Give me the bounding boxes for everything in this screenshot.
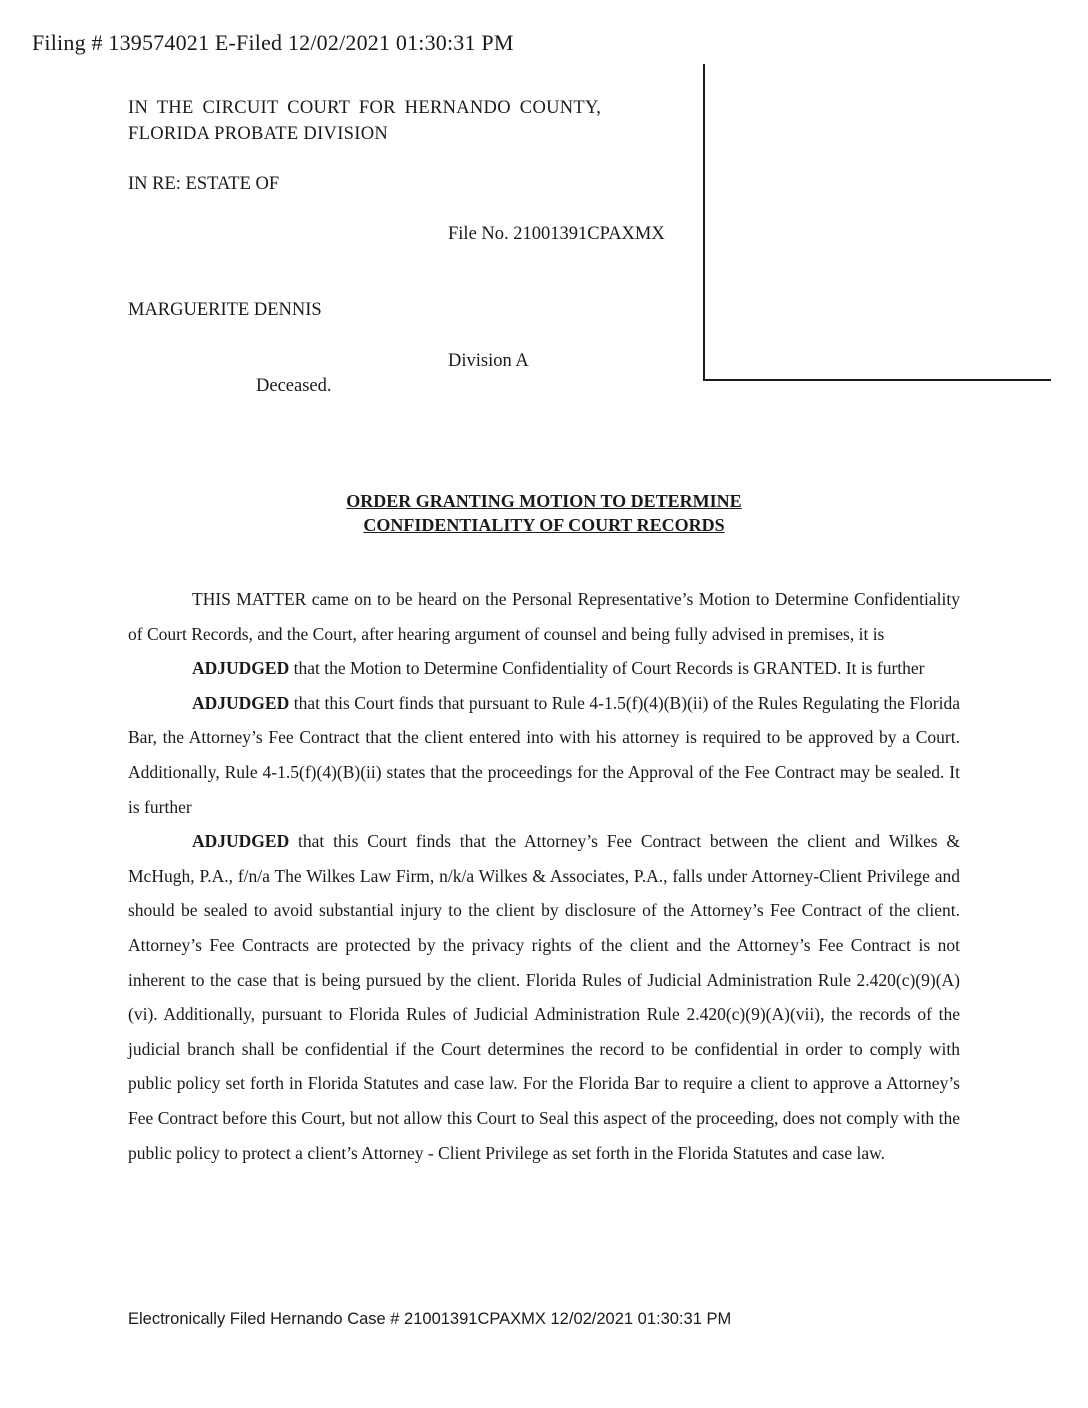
paragraph-text: that this Court finds that pursuant to Rule 4-1.5(f)(4)(B)(ii) of the Rules Regulating the Florida Bar, the Attorney’s Fee Contract that the client entered into with his attorney is required to be approved by a Court. Additionally, Rule 4-1.5(f)(4)(B)(ii) states that the proceedings for the Approval of the Fee Contract may be sealed. It is further <box>128 692 960 817</box>
court-name-line2: FLORIDA PROBATE DIVISION <box>128 124 389 144</box>
paragraph-lead: ADJUDGED <box>192 658 290 679</box>
paragraph <box>128 824 960 1170</box>
paragraph <box>128 651 960 686</box>
order-title-line2: CONFIDENTIALITY OF COURT RECORDS <box>363 515 725 535</box>
court-name-line1: IN THE CIRCUIT COURT FOR HERNANDO COUNTY, <box>128 98 602 118</box>
order-title-line1: ORDER GRANTING MOTION TO DETERMINE <box>346 491 742 511</box>
division-label: Division A <box>448 351 529 371</box>
paragraph-text: that the Motion to Determine Confidentiality of Court Records is GRANTED. It is further <box>289 658 925 679</box>
electronic-filing-footer: Electronically Filed Hernando Case # 21001391CPAXMX 12/02/2021 01:30:31 PM <box>128 1310 732 1328</box>
file-number: File No. 21001391CPAXMX <box>448 224 665 244</box>
paragraph-text: THIS MATTER came on to be heard on the Personal Representative’s Motion to Determine Confidentiality of Court Records, and the Court, after hearing argument of counsel and being fully advised in premises, it is <box>128 589 960 644</box>
paragraph-lead: ADJUDGED <box>192 692 290 713</box>
order-body <box>128 582 960 1170</box>
paragraph <box>128 686 960 824</box>
paragraph <box>128 582 960 651</box>
decedent-name: MARGUERITE DENNIS <box>128 300 322 320</box>
filing-header: Filing # 139574021 E-Filed 12/02/2021 01:30:31 PM <box>32 30 514 55</box>
deceased-label: Deceased. <box>256 376 332 396</box>
paragraph-lead: ADJUDGED <box>192 831 290 852</box>
caption-vertical-rule <box>703 64 705 381</box>
paragraph-text: that this Court finds that the Attorney’s Fee Contract between the client and Wilkes & McHugh, P.A., f/n/a The Wilkes Law Firm, n/k/a Wilkes & Associates, P.A., falls under Attorney-Client Privilege and should be sealed to avoid substantial injury to the client by disclosure of the Attorney’s Fee Contract of the client. Attorney’s Fee Contracts are protected by the privacy rights of the client and the Attorney’s Fee Contract is not inherent to the case that is being pursued by the client. Florida Rules of Judicial Administration Rule 2.420(c)(9)(A)(vi). Additionally, pursuant to Florida Rules of Judicial Administration Rule 2.420(c)(9)(A)(vii), the records of the judicial branch shall be confidential if the Court determines the record to be confidential in order to comply with public policy set forth in Florida Statutes and case law. For the Florida Bar to require a client to approve a Attorney’s Fee Contract before this Court, but not allow this Court to Seal this aspect of the proceeding, does not comply with the public policy to protect a client’s Attorney - Client Privilege as set forth in the Florida Statutes and case law. <box>128 831 960 1163</box>
in-re-label: IN RE: ESTATE OF <box>128 174 280 194</box>
caption-horizontal-rule <box>703 379 1051 381</box>
